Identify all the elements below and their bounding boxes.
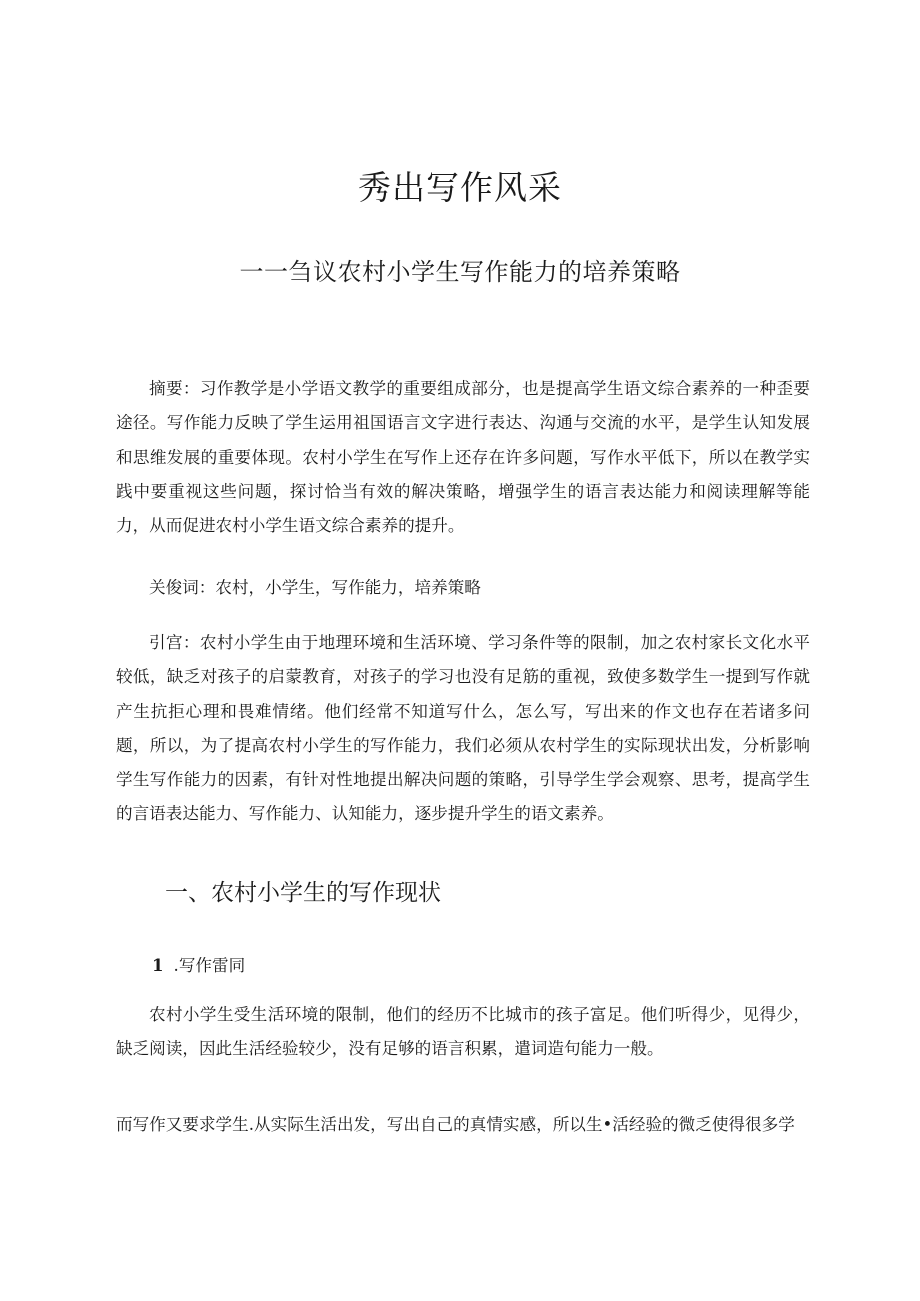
document-subtitle: 一一刍议农村小学生写作能力的培养策略 [239,258,681,286]
subsection-heading [152,950,245,981]
keywords-paragraph: 关俊词：农村，小学生，写作能力，培养策略 [149,578,481,597]
subsection-title: .写作雷同 [173,956,246,975]
document-title: 秀出写作风采 [358,168,562,207]
subsection-number: 1 [152,955,164,975]
body-paragraph: 农村小学生受生活环境的限制，他们的经历不比城市的孩子富足。他们听得少，见得少，缺乏阅读，因此生活经验较少，没有足够的语言积累，遣词造句能力一般。 [116,1005,810,1059]
body-paragraph-continued: 而写作又要求学生.从实际生活出发，写出自己的真情实感，所以生•活经验的微乏使得很多学 [116,1115,795,1134]
introduction-paragraph: 引宫：农村小学生由于地理环境和生活环境、学习条件等的限制，加之农村家长文化水平较低，缺乏对孩子的启蒙教育，对孩子的学习也没有足筋的重视，致使多数学生一提到写作就产生抗拒心理和畏难情绪。他们经常不知道写什么，怎么写，写出来的作文也存在若诸多问题，所以，为了提高农村小学生的写作能力，我们必须从农村学生的实际现状出发，分析影响学生写作能力的因素，有针对性地提出解决问题的策略，引导学生学会观察、思考，提高学生的言语表达能力、写作能力、认知能力，逐步提升学生的语文素养。 [116,633,810,824]
abstract-paragraph: 摘要：习作教学是小学语文教学的重要组成部分，也是提高学生语文综合素养的一种歪要途径。写作能力反映了学生运用祖国语言文字进行表达、沟通与交流的水平，是学生认知发展和思维发展的重要体现。农村小学生在写作上还存在许多问题，写作水平低下，所以在教学实践中要重视这些问题，探讨恰当有效的解决策略，增强学生的语言表达能力和阅读理解等能力，从而促进农村小学生语文综合素养的提升。 [116,379,810,536]
section-heading: 一、农村小学生的写作现状 [165,880,441,906]
